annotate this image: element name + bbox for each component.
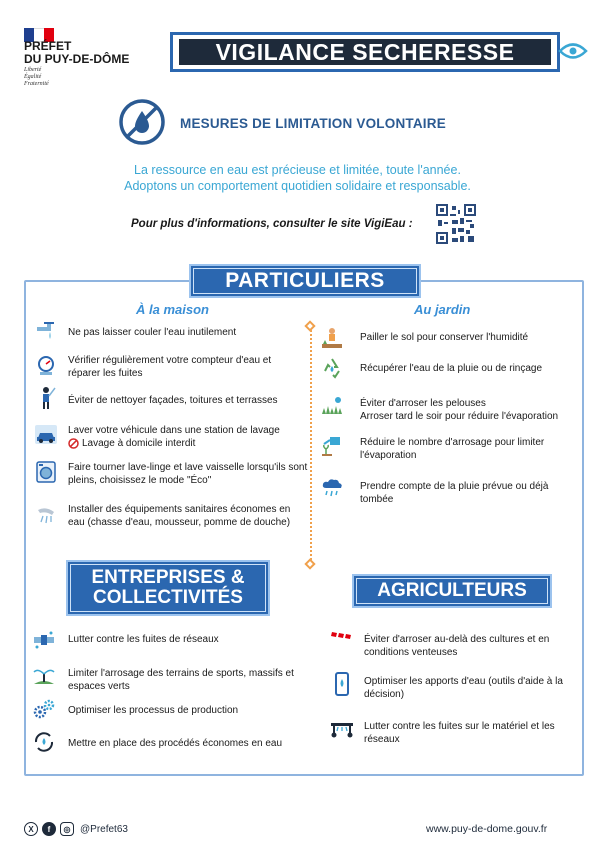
entreprise-item-2: Limiter l'arrosage des terrains de sports, massifs et espaces verts (68, 668, 294, 692)
maison-item-6: Installer des équipements sanitaires économes en eau (chasse d'eau, mousseur, pomme de douche) (68, 504, 291, 528)
car-wash-forbidden-text: Lavage à domicile interdit (82, 438, 196, 449)
wind-flags-icon (330, 626, 354, 650)
meter-icon (34, 354, 58, 378)
pipe-leak-icon (32, 628, 56, 652)
no-water-icon (118, 98, 166, 146)
particuliers-title: PARTICULIERS (193, 268, 417, 294)
entreprise-item-1: Lutter contre les fuites de réseaux (68, 634, 219, 645)
entreprises-title-line1: ENTREPRISES & (91, 567, 245, 588)
recycle-icon (320, 356, 344, 380)
title-banner (170, 32, 560, 72)
x-icon[interactable]: X (24, 822, 38, 836)
page-title: VIGILANCE SECHERESSE (179, 39, 551, 65)
jardin-item-1: Pailler le sol pour conserver l'humidité (360, 332, 529, 343)
sprinkler-icon (32, 664, 56, 688)
maison-item-2: Vérifier régulièrement votre compteur d'eau et réparer les fuites (68, 355, 272, 379)
intro-text (0, 162, 595, 194)
social-links (24, 822, 128, 836)
entreprises-banner (66, 560, 270, 616)
irrigation-machine-icon (330, 716, 354, 740)
agriculteurs-banner (352, 574, 552, 608)
maison-item-5: Faire tourner lave-linge et lave vaisselle lorsqu'ils sont pleins, choisissez le mode "Éco" (68, 462, 308, 486)
mulch-icon (320, 326, 344, 350)
eye-icon (558, 40, 588, 62)
car-wash-text: Laver votre véhicule dans une station de lavage (68, 425, 280, 436)
prefet-block (24, 40, 129, 66)
measures-title: MESURES DE LIMITATION VOLONTAIRE (180, 116, 446, 131)
entreprise-item-3: Optimiser les processus de production (68, 705, 239, 716)
agri-item-3: Lutter contre les fuites sur le matériel et les réseaux (364, 721, 555, 745)
intro-line1: La ressource en eau est précieuse et limitée, toute l'année. (134, 163, 461, 177)
jardin-item-3 (360, 397, 584, 423)
devise-liberte: Liberté (24, 67, 42, 73)
gears-icon (32, 698, 56, 722)
intro-line2: Adoptons un comportement quotidien solidaire et responsable. (124, 179, 471, 193)
instagram-icon[interactable]: ◎ (60, 822, 74, 836)
lawn-text-1: Éviter d'arroser les pelouses (360, 398, 486, 409)
jardin-title: Au jardin (414, 302, 471, 317)
maison-item-4 (68, 424, 308, 450)
entreprises-title-line2: COLLECTIVITÉS (93, 587, 243, 608)
social-handle[interactable]: @Prefet63 (80, 823, 128, 835)
column-divider (310, 326, 312, 564)
lawn-text-2: Arroser tard le soir pour réduire l'évaporation (360, 411, 559, 422)
maison-title: À la maison (136, 302, 209, 317)
devise-egalite: Égalité (24, 74, 42, 80)
facebook-icon[interactable]: f (42, 822, 56, 836)
lawn-icon (320, 394, 344, 418)
rain-cloud-icon (320, 476, 344, 500)
website-link[interactable]: www.puy-de-dome.gouv.fr (426, 823, 548, 835)
particuliers-banner (189, 264, 421, 298)
cleaning-person-icon (34, 386, 58, 410)
jardin-item-4: Réduire le nombre d'arrosage pour limiter l'évaporation (360, 437, 545, 461)
devise (24, 67, 49, 88)
agriculteurs-title: AGRICULTEURS (356, 578, 548, 604)
jardin-item-5: Prendre compte de la pluie prévue ou déjà tombée (360, 481, 549, 505)
washing-machine-icon (34, 460, 58, 484)
prefet-line2: DU PUY-DE-DÔME (24, 52, 130, 66)
devise-fraternite: Fraternité (24, 81, 49, 87)
agri-item-1: Éviter d'arroser au-delà des cultures et en conditions venteuses (364, 634, 550, 658)
watering-can-icon (320, 434, 344, 458)
info-text: Pour plus d'informations, consulter le site VigiEau : (131, 218, 413, 230)
car-wash-icon (34, 422, 58, 446)
forbidden-icon (68, 438, 79, 449)
shower-icon (34, 504, 58, 528)
phone-drop-icon (330, 672, 354, 696)
maison-item-1: Ne pas laisser couler l'eau inutilement (68, 327, 237, 338)
maison-item-3: Éviter de nettoyer façades, toitures et terrasses (68, 395, 278, 406)
entreprises-title (70, 564, 266, 612)
prefet-line1: PRÉFET (24, 39, 72, 53)
agri-item-2: Optimiser les apports d'eau (outils d'aide à la décision) (364, 676, 563, 700)
cycle-drop-icon (32, 730, 56, 754)
jardin-item-2: Récupérer l'eau de la pluie ou de rinçage (360, 363, 543, 374)
entreprise-item-4: Mettre en place des procédés économes en eau (68, 738, 283, 749)
faucet-icon (34, 320, 58, 344)
qr-code-icon[interactable] (436, 204, 476, 244)
